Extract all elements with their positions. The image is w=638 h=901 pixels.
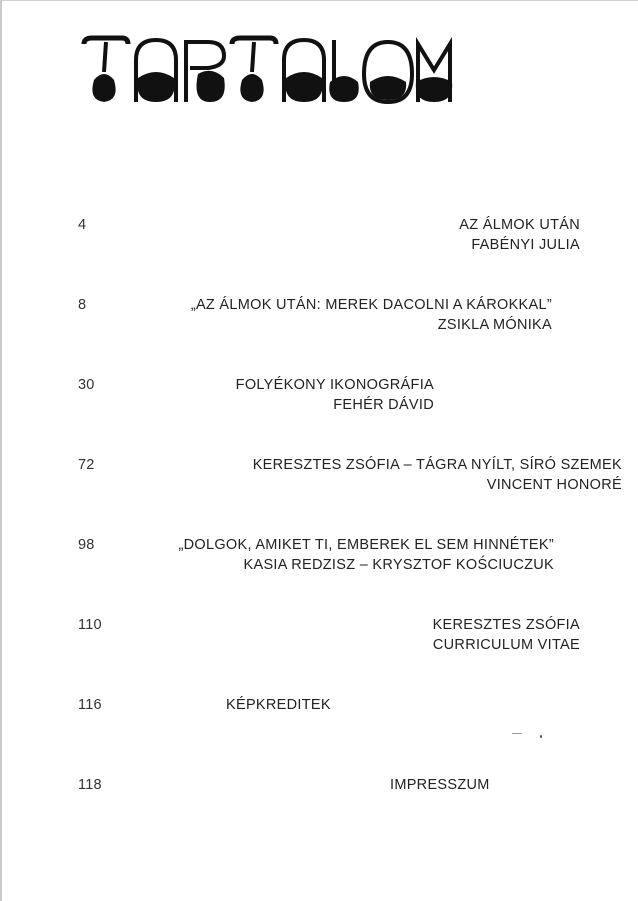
toc-title: „AZ ÁLMOK UTÁN: MEREK DACOLNI A KÁROKKAL”	[190, 297, 552, 313]
toc-title: „DOLGOK, AMIKET TI, EMBEREK EL SEM HINNÉTEK”	[178, 537, 554, 553]
page-edge	[0, 0, 2, 901]
toc-page-number: 72	[78, 457, 95, 473]
title-lettering	[78, 30, 458, 110]
page-edge-top	[0, 0, 638, 1]
toc-page-number: 98	[78, 537, 95, 553]
toc-page-number: 118	[78, 777, 102, 793]
toc-author: ZSIKLA MÓNIKA	[437, 317, 552, 333]
toc-title: FOLYÉKONY IKONOGRÁFIA	[235, 377, 434, 393]
scan-smudge	[540, 735, 542, 738]
toc-page-number: 30	[78, 377, 95, 393]
page-title	[78, 30, 458, 110]
toc-author: CURRICULUM VITAE	[432, 637, 580, 653]
toc-author: KASIA REDZISZ – KRYSZTOF KOŚCIUCZUK	[243, 557, 554, 573]
toc-page-number: 4	[78, 217, 87, 233]
toc-page-number: 116	[78, 697, 102, 713]
scan-smudge	[512, 733, 522, 734]
toc-title: KÉPKREDITEK	[226, 697, 331, 713]
toc-title: AZ ÁLMOK UTÁN	[459, 217, 580, 233]
toc-title: KERESZTES ZSÓFIA	[432, 617, 580, 633]
toc-title: KERESZTES ZSÓFIA – TÁGRA NYÍLT, SÍRÓ SZEMEK	[252, 457, 622, 473]
toc-title: IMPRESSZUM	[390, 777, 490, 793]
toc-author: FEHÉR DÁVID	[333, 397, 434, 413]
toc-page-number: 110	[78, 617, 102, 633]
toc-page-number: 8	[78, 297, 87, 313]
toc-author: FABÉNYI JULIA	[471, 237, 580, 253]
toc-author: VINCENT HONORÉ	[486, 477, 622, 493]
